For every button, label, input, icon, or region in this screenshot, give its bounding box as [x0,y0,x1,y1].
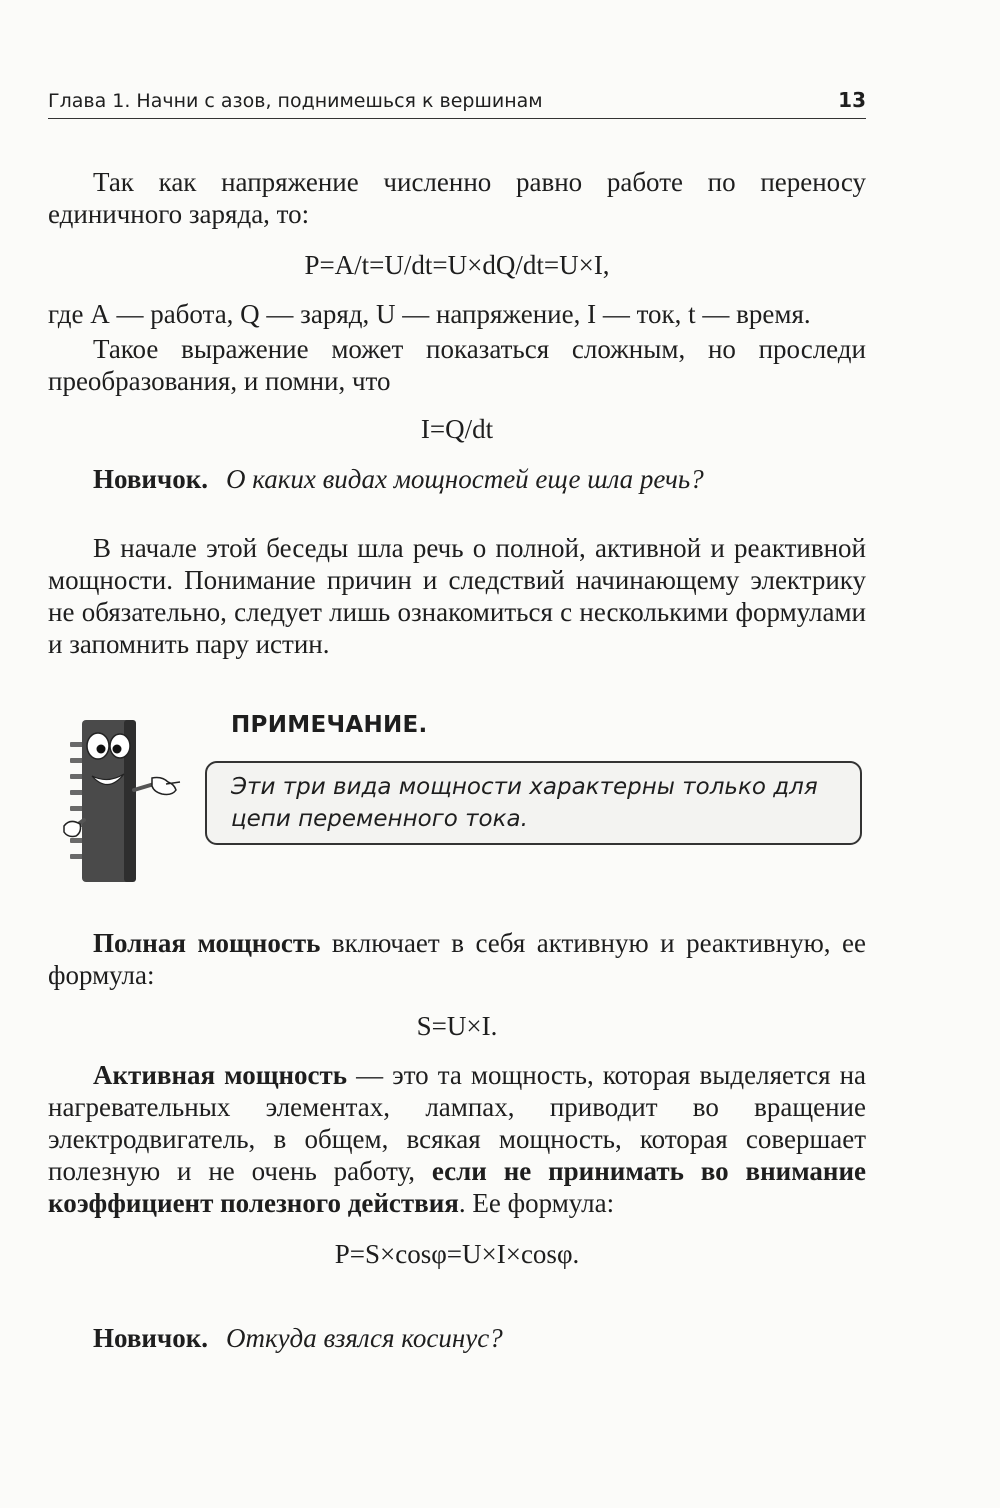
paragraph-power-types: В начале этой беседы шла речь о полной, активной и реактивной мощности. Понимание причин и следствий начинающему электрику не обязательно, следует лишь ознакомиться с несколькими формулами и запомнить пару истин. [48,533,866,659]
term-active-power: Активная мощность [93,1060,348,1090]
formula-active-power: P=S×cosφ=U×I×cosφ. [334,1239,580,1269]
formula-apparent-power: S=U×I. [416,1011,498,1041]
active-power-emphasis: если не принимать во внимание коэффициент полезного действия [48,1156,866,1218]
running-head [48,88,866,119]
dialog-question-1 [93,463,704,495]
term-apparent-power: Полная мощность [93,928,321,958]
page-number: 13 [838,88,866,112]
dialog-speaker: Новичок. [93,464,209,494]
active-power-text: — это та мощность, которая выделяется на нагревательных элементах, лампах, приводит во вращение электродвигатель, в общем, всякая мощность, которая совершает полезную и не очень работу, [48,1060,867,1186]
paragraph-active-power [48,1059,866,1219]
dialog-question-2 [93,1322,503,1354]
chapter-title: Глава 1. Начни с азов, поднимешься к вершинам [48,90,543,112]
dialog-question-text: О каких видах мощностей еще шла речь? [226,464,704,494]
dialog-question-text: Откуда взялся косинус? [226,1323,503,1353]
chip-mascot-illustration [62,712,192,887]
note-text: Эти три вида мощности характерны только для цепи переменного тока. [231,774,818,832]
paragraph-voltage-work: Так как напряжение численно равно работе по переносу единичного заряда, то: [48,167,866,229]
paragraph-expression: Такое выражение может показаться сложным, но проследи преобразования, и помни, что [48,334,866,396]
note-box [205,761,862,845]
paragraph-apparent-power [48,927,866,991]
formula-current: I=Q/dt [420,414,494,444]
apparent-power-text: включает в себя активную и реактивную, ее формула: [48,928,866,990]
active-power-end: . Ее формула: [458,1188,615,1218]
formula-power: P=A/t=U/dt=U×dQ/dt=U×I, [304,250,610,280]
paragraph-definitions: где А — работа, Q — заряд, U — напряжение, I — ток, t — время. [48,299,811,329]
dialog-speaker: Новичок. [93,1323,209,1353]
note-title: ПРИМЕЧАНИЕ. [231,712,428,738]
